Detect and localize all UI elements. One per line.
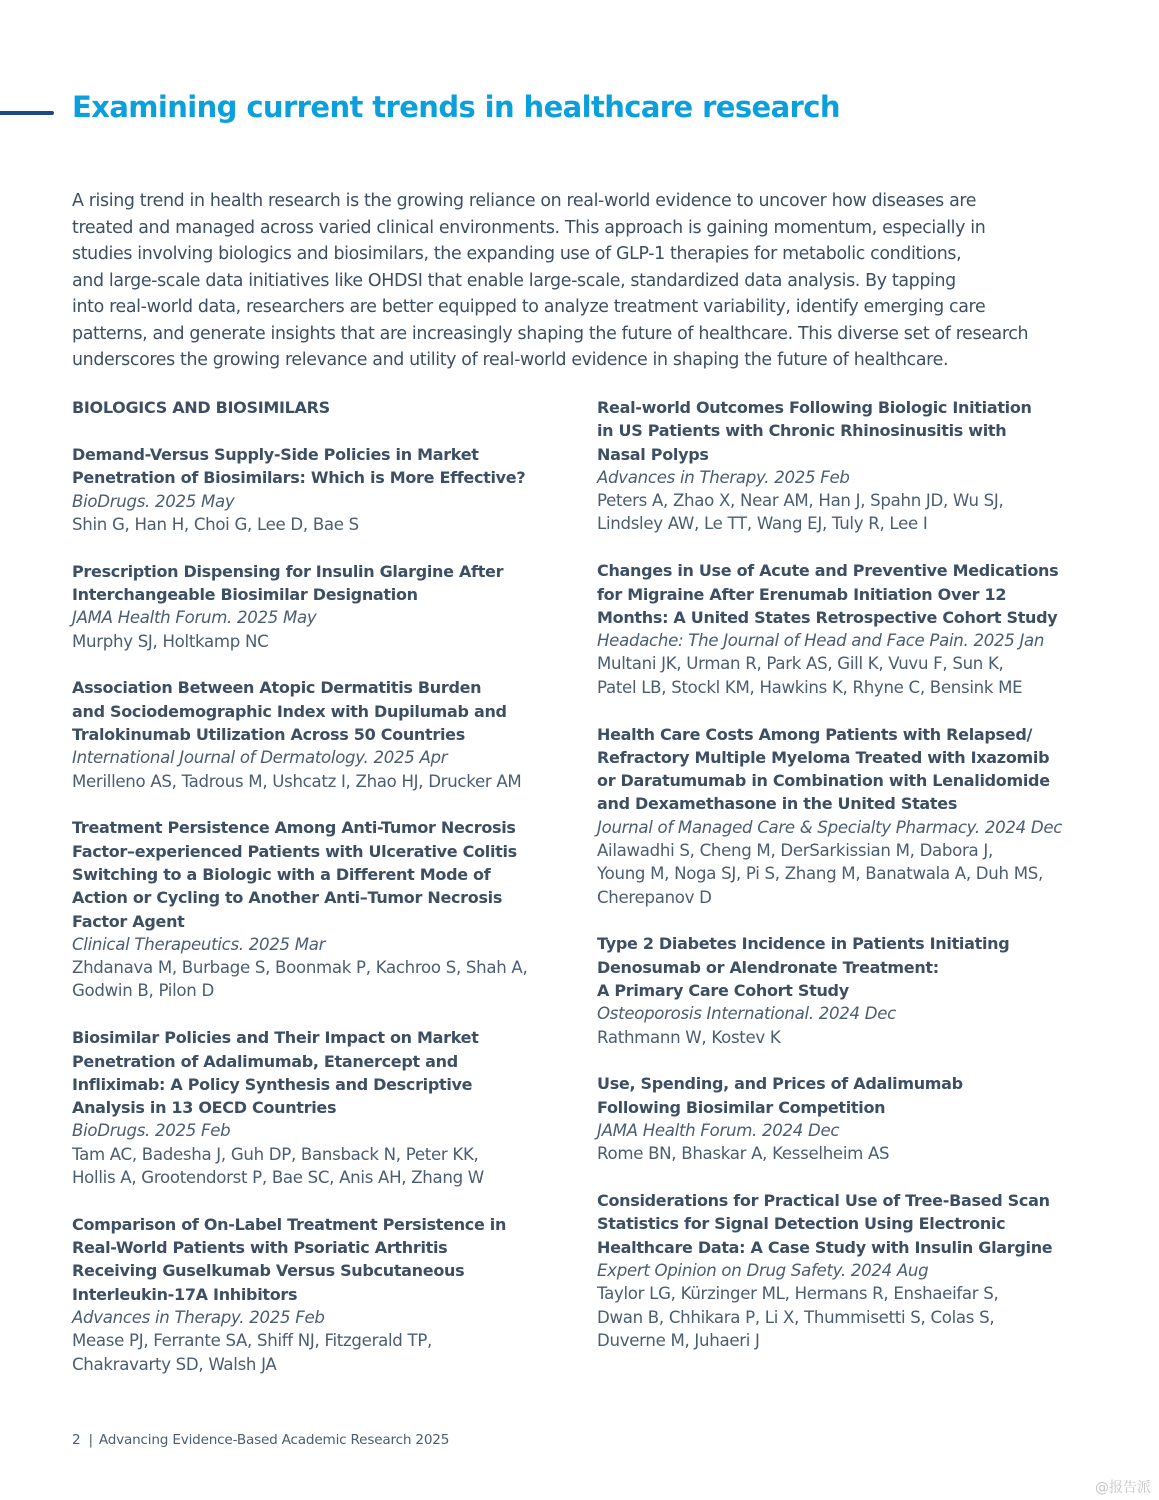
citation-authors bbox=[597, 489, 1097, 536]
title-line: Analysis in 13 OECD Countries bbox=[72, 1098, 337, 1118]
citation bbox=[72, 443, 572, 536]
title-line: Interleukin-17A Inhibitors bbox=[72, 1284, 298, 1304]
citation-authors bbox=[72, 956, 572, 1003]
author-line: Merilleno AS, Tadrous M, Ushcatz I, Zhao HJ, Drucker AM bbox=[72, 771, 522, 791]
title-line: Following Biosimilar Competition bbox=[597, 1097, 886, 1117]
title-line: A Primary Care Cohort Study bbox=[597, 981, 849, 1001]
author-line: Zhdanava M, Burbage S, Boonmak P, Kachroo S, Shah A, bbox=[72, 958, 528, 978]
citation bbox=[72, 560, 572, 653]
citation bbox=[597, 396, 1097, 536]
section-heading: BIOLOGICS AND BIOSIMILARS bbox=[72, 398, 330, 417]
citation bbox=[597, 1072, 1097, 1165]
author-line: Cherepanov D bbox=[597, 887, 712, 907]
title-line: or Daratumumab in Combination with Lenalidomide bbox=[597, 771, 1050, 791]
title-line: Statistics for Signal Detection Using Electronic bbox=[597, 1214, 1006, 1234]
citation-journal: Osteoporosis International. 2024 Dec bbox=[597, 1004, 896, 1024]
intro-paragraph bbox=[72, 188, 1092, 374]
citation-journal: International Journal of Dermatology. 2025 Apr bbox=[72, 748, 448, 768]
title-line: Receiving Guselkumab Versus Subcutaneous bbox=[72, 1261, 465, 1281]
author-line: Tam AC, Badesha J, Guh DP, Bansback N, Peter KK, bbox=[72, 1144, 479, 1164]
citation-journal: JAMA Health Forum. 2025 May bbox=[72, 608, 317, 628]
citation bbox=[72, 676, 572, 792]
author-line: Young M, Noga SJ, Pi S, Zhang M, Banatwala A, Duh MS, bbox=[597, 864, 1043, 884]
citation-title bbox=[597, 932, 1097, 1002]
citation-title bbox=[72, 816, 572, 932]
citation-journal: JAMA Health Forum. 2024 Dec bbox=[597, 1121, 840, 1141]
title-line: Factor–experienced Patients with Ulcerative Colitis bbox=[72, 841, 517, 861]
citation-authors bbox=[72, 770, 572, 793]
page-title: Examining current trends in healthcare research bbox=[72, 90, 840, 124]
title-line: Real-world Outcomes Following Biologic Initiation bbox=[597, 398, 1032, 417]
title-line: Healthcare Data: A Case Study with Insulin Glargine bbox=[597, 1237, 1053, 1257]
author-line: Murphy SJ, Holtkamp NC bbox=[72, 631, 269, 651]
title-line: Association Between Atopic Dermatitis Burden bbox=[72, 678, 482, 698]
citation bbox=[72, 1026, 572, 1189]
citation-title bbox=[597, 396, 1097, 466]
author-line: Godwin B, Pilon D bbox=[72, 981, 214, 1001]
title-line: Interchangeable Biosimilar Designation bbox=[72, 584, 418, 604]
citation-journal: Headache: The Journal of Head and Face Pain. 2025 Jan bbox=[597, 631, 1045, 651]
author-line: Peters A, Zhao X, Near AM, Han J, Spahn JD, Wu SJ, bbox=[597, 491, 1004, 511]
intro-line: and large-scale data initiatives like OHDSI that enable large-scale, standardized data analysis. By tapping bbox=[72, 270, 956, 291]
author-line: Multani JK, Urman R, Park AS, Gill K, Vuvu F, Sun K, bbox=[597, 654, 1004, 674]
citation bbox=[597, 723, 1097, 909]
citation bbox=[72, 1213, 572, 1376]
citation-title bbox=[72, 560, 572, 607]
citation-title bbox=[597, 1072, 1097, 1119]
citation-authors bbox=[597, 1282, 1097, 1352]
intro-line: into real-world data, researchers are better equipped to analyze treatment variability, identify emerging care bbox=[72, 297, 986, 317]
citation-authors bbox=[597, 839, 1097, 909]
publication-title: Advancing Evidence-Based Academic Research 2025 bbox=[98, 1432, 450, 1448]
citation-title bbox=[72, 676, 572, 746]
title-line: Considerations for Practical Use of Tree-Based Scan bbox=[597, 1191, 1050, 1211]
citation-journal: Journal of Managed Care & Specialty Pharmacy. 2024 Dec bbox=[597, 817, 1063, 837]
author-line: Dwan B, Chhikara P, Li X, Thummisetti S, Colas S, bbox=[597, 1307, 995, 1327]
intro-line: treated and managed across varied clinical environments. This approach is gaining momentum, especially in bbox=[72, 217, 986, 238]
page-footer bbox=[72, 1432, 449, 1448]
citation-authors bbox=[72, 1329, 572, 1376]
citation-title bbox=[72, 1213, 572, 1306]
author-line: Shin G, Han H, Choi G, Lee D, Bae S bbox=[72, 514, 359, 534]
citation bbox=[597, 559, 1097, 699]
citation bbox=[597, 932, 1097, 1048]
intro-line: patterns, and generate insights that are increasingly shaping the future of healthcare. This diverse set of research bbox=[72, 323, 1029, 344]
author-line: Duverne M, Juhaeri J bbox=[597, 1330, 760, 1350]
title-line: Refractory Multiple Myeloma Treated with Ixazomib bbox=[597, 747, 1050, 767]
title-line: Penetration of Biosimilars: Which is More Effective? bbox=[72, 468, 526, 488]
title-line: Health Care Costs Among Patients with Relapsed/ bbox=[597, 724, 1033, 744]
title-line: Treatment Persistence Among Anti-Tumor Necrosis bbox=[72, 818, 516, 838]
citation bbox=[72, 816, 572, 1002]
citation-journal: Clinical Therapeutics. 2025 Mar bbox=[72, 934, 326, 954]
title-line: Nasal Polyps bbox=[597, 444, 709, 464]
title-line: Months: A United States Retrospective Cohort Study bbox=[597, 607, 1058, 627]
title-line: and Sociodemographic Index with Dupilumab and bbox=[72, 701, 507, 721]
citation-journal: BioDrugs. 2025 Feb bbox=[72, 1121, 231, 1141]
title-line: Changes in Use of Acute and Preventive Medications bbox=[597, 561, 1059, 581]
citation-title bbox=[597, 559, 1097, 629]
citation-title bbox=[597, 723, 1097, 816]
citation-journal: Advances in Therapy. 2025 Feb bbox=[72, 1308, 325, 1327]
intro-line: studies involving biologics and biosimilars, the expanding use of GLP-1 therapies for metabolic conditions, bbox=[72, 244, 962, 264]
title-line: Use, Spending, and Prices of Adalimumab bbox=[597, 1074, 963, 1094]
citation-title bbox=[72, 443, 572, 490]
watermark: @报告派 bbox=[1095, 1480, 1151, 1496]
citation-authors bbox=[72, 513, 572, 536]
citation-journal: Advances in Therapy. 2025 Feb bbox=[597, 467, 850, 487]
title-line: Switching to a Biologic with a Different Mode of bbox=[72, 864, 491, 884]
citation-authors bbox=[72, 630, 572, 653]
right-column bbox=[597, 396, 1097, 1376]
author-line: Patel LB, Stockl KM, Hawkins K, Rhyne C, Bensink ME bbox=[597, 677, 1023, 697]
title-line: Biosimilar Policies and Their Impact on Market bbox=[72, 1028, 479, 1048]
citation-journal: Expert Opinion on Drug Safety. 2024 Aug bbox=[597, 1261, 929, 1280]
author-line: Rathmann W, Kostev K bbox=[597, 1027, 781, 1047]
citation-authors bbox=[597, 1142, 1097, 1165]
intro-line: A rising trend in health research is the growing reliance on real-world evidence to uncover how diseases are bbox=[72, 191, 977, 211]
citation-authors bbox=[597, 652, 1097, 699]
title-line: in US Patients with Chronic Rhinosinusitis with bbox=[597, 421, 1007, 441]
title-accent-rule bbox=[0, 111, 54, 115]
page-number: 2 bbox=[72, 1432, 81, 1448]
author-line: Hollis A, Grootendorst P, Bae SC, Anis AH, Zhang W bbox=[72, 1168, 484, 1188]
author-line: Chakravarty SD, Walsh JA bbox=[72, 1354, 277, 1374]
title-line: Denosumab or Alendronate Treatment: bbox=[597, 957, 939, 977]
citation-authors bbox=[597, 1026, 1097, 1049]
title-line: and Dexamethasone in the United States bbox=[597, 794, 958, 814]
citation-journal: BioDrugs. 2025 May bbox=[72, 491, 235, 511]
title-line: Action or Cycling to Another Anti–Tumor Necrosis bbox=[72, 888, 503, 908]
author-line: Ailawadhi S, Cheng M, DerSarkissian M, Dabora J, bbox=[597, 841, 993, 861]
author-line: Lindsley AW, Le TT, Wang EJ, Tuly R, Lee I bbox=[597, 514, 928, 534]
title-line: Comparison of On-Label Treatment Persistence in bbox=[72, 1214, 507, 1234]
title-line: Demand-Versus Supply-Side Policies in Market bbox=[72, 445, 479, 464]
citation-authors bbox=[72, 1143, 572, 1190]
citation-title bbox=[72, 1026, 572, 1119]
author-line: Taylor LG, Kürzinger ML, Hermans R, Enshaeifar S, bbox=[597, 1284, 999, 1304]
title-line: Type 2 Diabetes Incidence in Patients Initiating bbox=[597, 934, 1010, 954]
title-line: Factor Agent bbox=[72, 911, 185, 931]
footer-separator: | bbox=[88, 1432, 93, 1448]
left-column bbox=[72, 396, 572, 1399]
citation bbox=[597, 1189, 1097, 1352]
author-line: Mease PJ, Ferrante SA, Shiff NJ, Fitzgerald TP, bbox=[72, 1331, 432, 1351]
title-line: Prescription Dispensing for Insulin Glargine After bbox=[72, 561, 504, 581]
title-line: Penetration of Adalimumab, Etanercept and bbox=[72, 1051, 458, 1071]
title-line: Infliximab: A Policy Synthesis and Descriptive bbox=[72, 1074, 473, 1094]
intro-line: underscores the growing relevance and utility of real-world evidence in shaping the future of healthcare. bbox=[72, 350, 949, 370]
title-line: Tralokinumab Utilization Across 50 Countries bbox=[72, 724, 465, 744]
title-line: Real-World Patients with Psoriatic Arthritis bbox=[72, 1238, 448, 1258]
author-line: Rome BN, Bhaskar A, Kesselheim AS bbox=[597, 1144, 890, 1164]
title-line: for Migraine After Erenumab Initiation Over 12 bbox=[597, 584, 1007, 604]
citation-title bbox=[597, 1189, 1097, 1259]
